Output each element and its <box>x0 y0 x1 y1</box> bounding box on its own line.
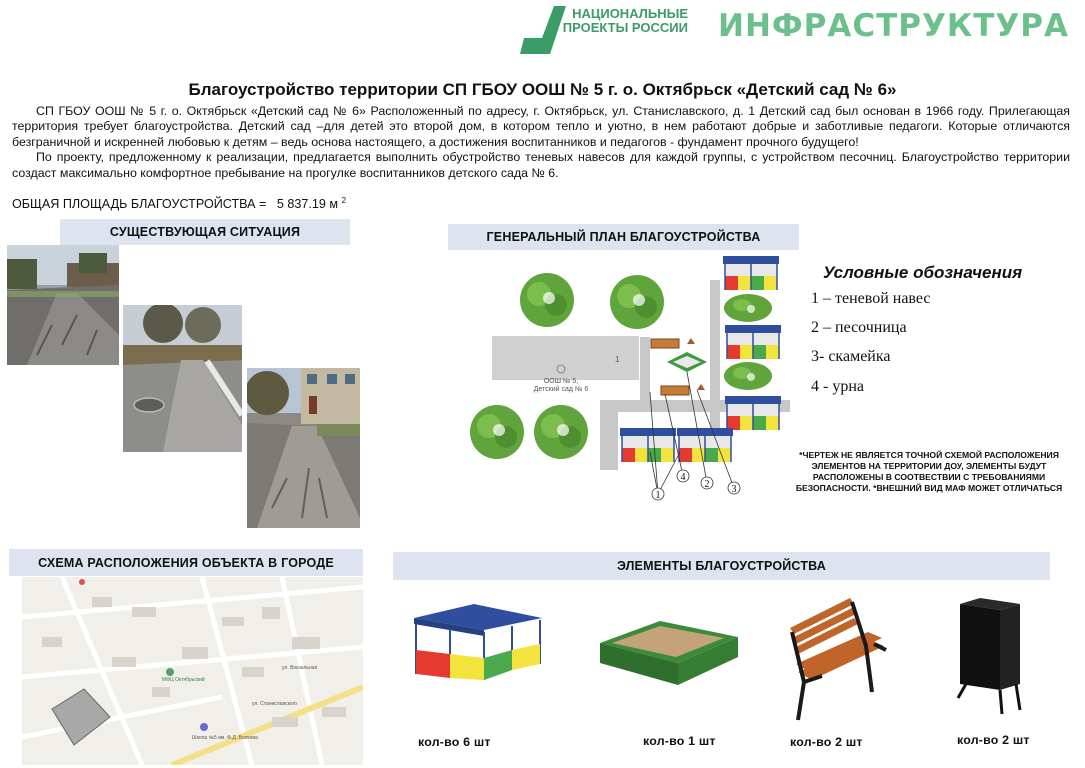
element-qty: кол-во 2 шт <box>790 735 863 749</box>
map-label-school: Школа №5 им. Ф.Д. Волкова <box>192 735 258 741</box>
element-sandbox-image <box>600 613 738 689</box>
area-label: ОБЩАЯ ПЛОЩАДЬ БЛАГОУСТРОЙСТВА = <box>12 197 267 212</box>
city-scheme-header: СХЕМА РАСПОЛОЖЕНИЯ ОБЪЕКТА В ГОРОДЕ <box>9 549 363 576</box>
total-area <box>12 196 346 211</box>
element-qty: кол-во 1 шт <box>643 734 716 748</box>
element-bin-image <box>950 598 1028 720</box>
plan-disclaimer: *ЧЕРТЕЖ НЕ ЯВЛЯЕТСЯ ТОЧНОЙ СХЕМОЙ РАСПОЛОЖЕНИЯ ЭЛЕМЕНТОВ НА ТЕРРИТОРИИ ДОУ, ЭЛЕМЕНТЫ БУДУТ РАСПОЛОЖЕНЫ В СООТВЕСТВИИ С ТРЕБОВАНИЯМИ БЕЗОПАСНОСТИ. *ВНЕШНИЙ ВИД МАФ МОЖЕТ ОТЛИЧАТЬСЯ <box>795 450 1063 493</box>
building-label: ООШ № 5, <box>543 378 579 385</box>
element-qty: кол-во 6 шт <box>418 735 491 749</box>
building-label: Детский сад № 6 <box>533 386 589 393</box>
legend-item: 1 – теневой навес <box>811 290 931 307</box>
legend-item: 2 – песочница <box>811 319 907 336</box>
callout-1: 1 <box>655 490 661 501</box>
site-photo-1 <box>7 245 119 365</box>
area-value: 5 837.19 м <box>276 197 339 212</box>
map-label-street: ул. Вокзальная <box>282 665 318 671</box>
element-canopy-image <box>404 604 544 684</box>
city-map <box>22 577 363 765</box>
general-plan-header: ГЕНЕРАЛЬНЫЙ ПЛАН БЛАГОУСТРОЙСТВА <box>448 224 799 250</box>
map-label-mfc: МФЦ Октябрьский <box>162 677 205 683</box>
callout-2: 2 <box>704 479 710 490</box>
section-brand-title: ИНФРАСТРУКТУРА <box>718 8 1069 44</box>
site-plan <box>465 252 790 512</box>
site-photo-3 <box>247 368 360 528</box>
legend-item: 4 - урна <box>811 378 864 395</box>
existing-situation-header: СУЩЕСТВУЮЩАЯ СИТУАЦИЯ <box>60 219 350 245</box>
site-photo-2 <box>123 305 242 452</box>
page-title: Благоустройство территории СП ГБОУ ООШ № 5 г. о. Октябрьск «Детский сад № 6» <box>188 80 897 99</box>
logo-text: НАЦИОНАЛЬНЫЕ ПРОЕКТЫ РОССИИ <box>562 6 688 35</box>
legend-item: 3- скамейка <box>811 348 891 365</box>
callout-3: 3 <box>731 484 737 495</box>
map-label-street: ул. Станиславского <box>252 701 298 707</box>
callout-4: 4 <box>680 472 686 483</box>
description <box>12 104 1070 181</box>
plan-sandbox <box>667 352 707 372</box>
national-projects-logo <box>520 4 690 56</box>
building-number: 1 <box>615 355 620 364</box>
area-unit-sup: 2 <box>341 196 347 205</box>
description-paragraph: По проекту, предложенному к реализации, предлагается выполнить обустройство теневых навесов для каждой группы, с устройством песочниц. Благоустройство территории создаст максимально комфортное пребывание на прогулке воспитанников детского сада № 6. <box>12 150 1070 180</box>
element-qty: кол-во 2 шт <box>957 733 1030 747</box>
elements-header: ЭЛЕМЕНТЫ БЛАГОУСТРОЙСТВА <box>393 552 1050 580</box>
legend-title: Условные обозначения <box>823 263 1023 282</box>
element-bench-image <box>782 592 890 724</box>
description-paragraph: СП ГБОУ ООШ № 5 г. о. Октябрьск «Детский сад № 6» Расположенный по адресу, г. Октябрьск, ул. Станиславского, д. 1 Детский сад был основан в 1966 году. Прилегающая территория требует благоустройства. Детский сад –для детей это второй дом, в котором тепло и уютно, в нем работают добрые и заботливые педагоги. Которые отличаются безграничной и искренней любовью к детям – ведь основа настоящего, а достижения воспитанников и педагогов - фундамент прочного будущего! <box>12 104 1070 149</box>
